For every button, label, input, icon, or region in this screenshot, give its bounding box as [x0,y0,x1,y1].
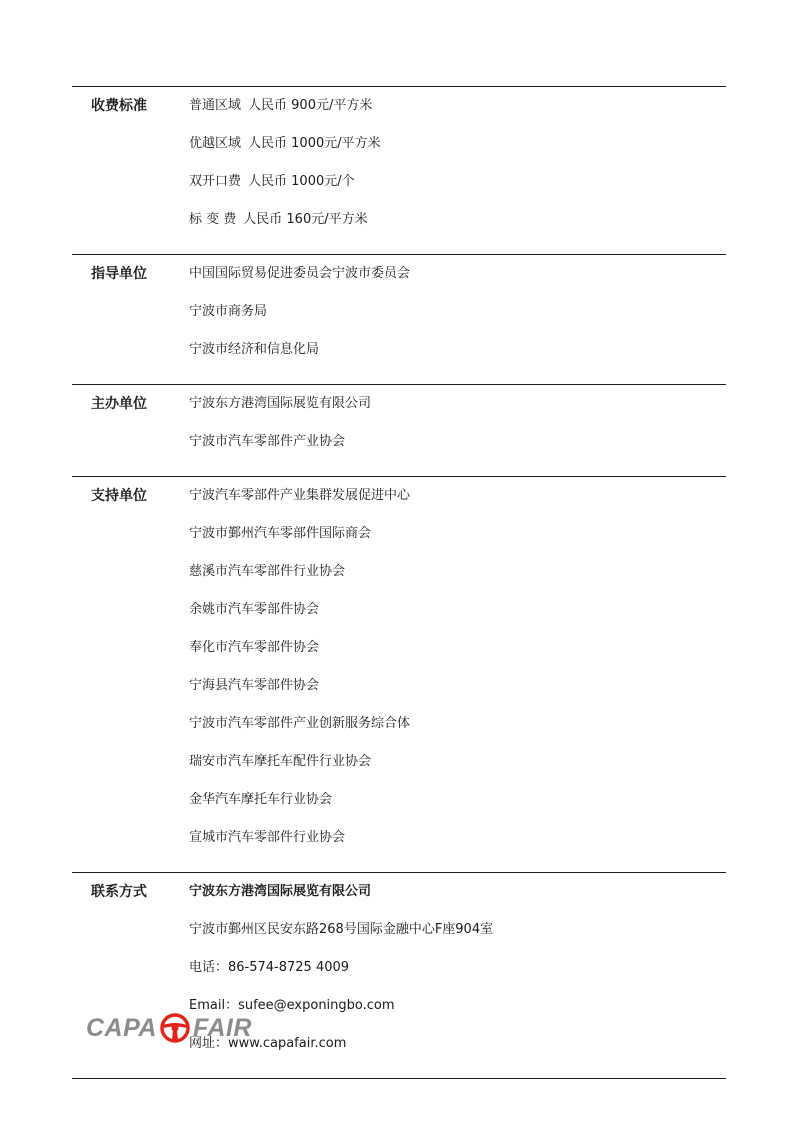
item-text: 慈溪市汽车零部件行业协会 [189,564,346,579]
item-text: 人民币 1000元/平方米 [248,136,381,151]
item-text: 宁波东方港湾国际展览有限公司 [189,884,372,899]
item-text: 奉化市汽车零部件协会 [189,640,320,655]
item-text: 人民币 1000元/个 [248,174,355,189]
section [72,384,726,476]
item-text: 网址：www.capafair.com [189,1036,347,1051]
list-item [189,397,726,411]
section-items [189,99,726,251]
section-label: 联系方式 [91,884,147,900]
item-text: 宁波市经济和信息化局 [189,342,320,357]
item-text: 金华汽车摩托车行业协会 [189,792,333,807]
item-text: 宁波市商务局 [189,304,268,319]
section [72,254,726,384]
section [72,872,726,1079]
logo-text-left: CAPA [86,1013,157,1042]
list-item [189,961,726,975]
list-item [189,923,726,937]
item-text: 宁海县汽车零部件协会 [189,678,320,693]
list-item [189,305,726,319]
item-text: 余姚市汽车零部件协会 [189,602,320,617]
item-text: 中国国际贸易促进委员会宁波市委员会 [189,266,411,281]
item-text: 宁波市鄞州区民安东路268号国际金融中心F座904室 [189,922,494,937]
item-text: 宁波汽车零部件产业集群发展促进中心 [189,488,411,503]
section [72,476,726,872]
list-item [189,213,726,227]
item-text: 电话：86-574-8725 4009 [189,960,350,975]
item-text: 宁波市鄞州汽车零部件国际商会 [189,526,372,541]
list-item [189,793,726,807]
item-text: 宁波东方港湾国际展览有限公司 [189,396,372,411]
list-item [189,755,726,769]
list-item [189,175,726,189]
section-label: 收费标准 [91,98,147,114]
item-term: 标 变 费 [189,212,237,227]
list-item [189,435,726,449]
list-item [189,679,726,693]
item-term: 优越区域 [189,136,242,151]
list-item [189,885,726,899]
section-label: 支持单位 [91,488,147,504]
list-item [189,1037,726,1051]
list-item [189,99,726,113]
section-items [189,267,726,381]
item-text: Email：sufee@exponingbo.com [189,998,395,1013]
list-item [189,831,726,845]
item-term: 双开口费 [189,174,242,189]
item-text: 人民币 900元/平方米 [248,98,373,113]
item-term: 普通区域 [189,98,242,113]
item-text: 宁波市汽车零部件产业创新服务综合体 [189,716,411,731]
list-item [189,641,726,655]
list-item [189,999,726,1013]
list-item [189,267,726,281]
list-item [189,717,726,731]
logo-text-right: FAIR [192,1013,252,1042]
section-items [189,489,726,869]
item-text: 人民币 160元/平方米 [243,212,368,227]
section-items [189,397,726,473]
item-text: 瑞安市汽车摩托车配件行业协会 [189,754,372,769]
info-table [72,86,726,1079]
list-item [189,565,726,579]
steering-wheel-icon [159,1012,191,1044]
item-text: 宁波市汽车零部件产业协会 [189,434,346,449]
item-text: 宣城市汽车零部件行业协会 [189,830,346,845]
section-label: 主办单位 [91,396,147,412]
section-items [189,885,726,1075]
list-item [189,137,726,151]
section-label: 指导单位 [91,266,147,282]
section [72,86,726,254]
capa-fair-logo [86,1012,252,1044]
list-item [189,527,726,541]
list-item [189,489,726,503]
list-item [189,603,726,617]
list-item [189,343,726,357]
